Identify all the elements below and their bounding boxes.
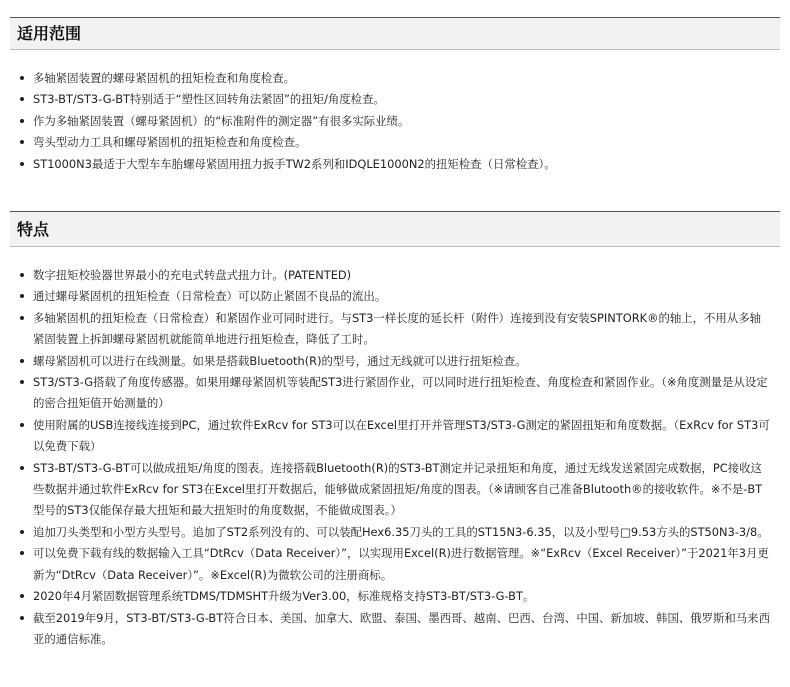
list-item: 截至2019年9月，ST3-BT/ST3-G-BT符合日本、美国、加拿大、欧盟、泰国、墨西哥、越南、巴西、台湾、中国、新加坡、韩国、俄罗斯和马来西亚的通信标准。 [20,608,772,651]
list-item: 多轴紧固装置的螺母紧固机的扭矩检查和角度检查。 [20,68,772,89]
list-item: ST1000N3最适于大型车车胎螺母紧固用扭力扳手TW2系列和IDQLE1000N2的扭矩检查（日常检查）。 [20,154,772,175]
list-item: 2020年4月紧固数据管理系统TDMS/TDMSHT升级为Ver3.00，标准规格支持ST3-BT/ST3-G-BT。 [20,586,772,607]
list-item: 作为多轴紧固装置（螺母紧固机）的“标准附件的测定器”有很多实际业绩。 [20,111,772,132]
list-item: 多轴紧固机的扭矩检查（日常检查）和紧固作业可同时进行。与ST3一样长度的延长杆（附件）连接到没有安装SPINTORK®的轴上，不用从多轴紧固装置上拆卸螺母紧固机就能简单地进行扭矩检查，降低了工时。 [20,308,772,351]
features-section-title: 特点 [17,220,50,239]
features-section-header [10,211,780,247]
list-item: 数字扭矩校验器世界最小的充电式转盘式扭力计。(PATENTED) [20,265,772,286]
list-item: 通过螺母紧固机的扭矩检查（日常检查）可以防止紧固不良品的流出。 [20,286,772,307]
scope-section-title: 适用范围 [17,24,82,43]
list-item: ST3-BT/ST3-G-BT可以做成扭矩/角度的图表。连接搭载Bluetooth(R)的ST3-BT测定并记录扭矩和角度，通过无线发送紧固完成数据，PC接收这些数据并通过软件ExRcv for ST3在Excel里打开数据后，能够做成紧固扭矩/角度的图表。（※请顾客自己准备Blutooth®的接收软件。※不是-BT型号的ST3仅能保存最大扭矩和最大扭矩时的角度数据，不能做成图表。） [20,458,772,522]
list-item: 使用附属的USB连接线连接到PC，通过软件ExRcv for ST3可以在Excel里打开并管理ST3/ST3-G测定的紧固扭矩和角度数据。（ExRcv for ST3可以免费下载） [20,415,772,458]
features-list [20,265,772,650]
list-item: 螺母紧固机可以进行在线测量。如果是搭载Bluetooth(R)的型号，通过无线就可以进行扭矩检查。 [20,351,772,372]
list-item: ST3-BT/ST3-G-BT特别适于“塑性区回转角法紧固”的扭矩/角度检查。 [20,89,772,110]
list-item: 追加刀头类型和小型方头型号。追加了ST2系列没有的、可以装配Hex6.35刀头的工具的ST15N3-6.35，以及小型号□9.53方头的ST50N3-3/8。 [20,522,772,543]
scope-list [20,68,772,175]
list-item: 弯头型动力工具和螺母紧固机的扭矩检查和角度检查。 [20,132,772,153]
scope-section-header [10,17,780,50]
list-item: ST3/ST3-G搭载了角度传感器。如果用螺母紧固机等装配ST3进行紧固作业，可以同时进行扭矩检查、角度检查和紧固作业。（※角度测量是从设定的密合扭矩值开始测量的） [20,372,772,415]
list-item: 可以免费下载有线的数据输入工具“DtRcv（Data Receiver）”，以实现用Excel(R)进行数据管理。※“ExRcv（Excel Receiver）”于2021年3月更新为“DtRcv（Data Receiver）”。※Excel(R)为微软公司的注册商标。 [20,543,772,586]
